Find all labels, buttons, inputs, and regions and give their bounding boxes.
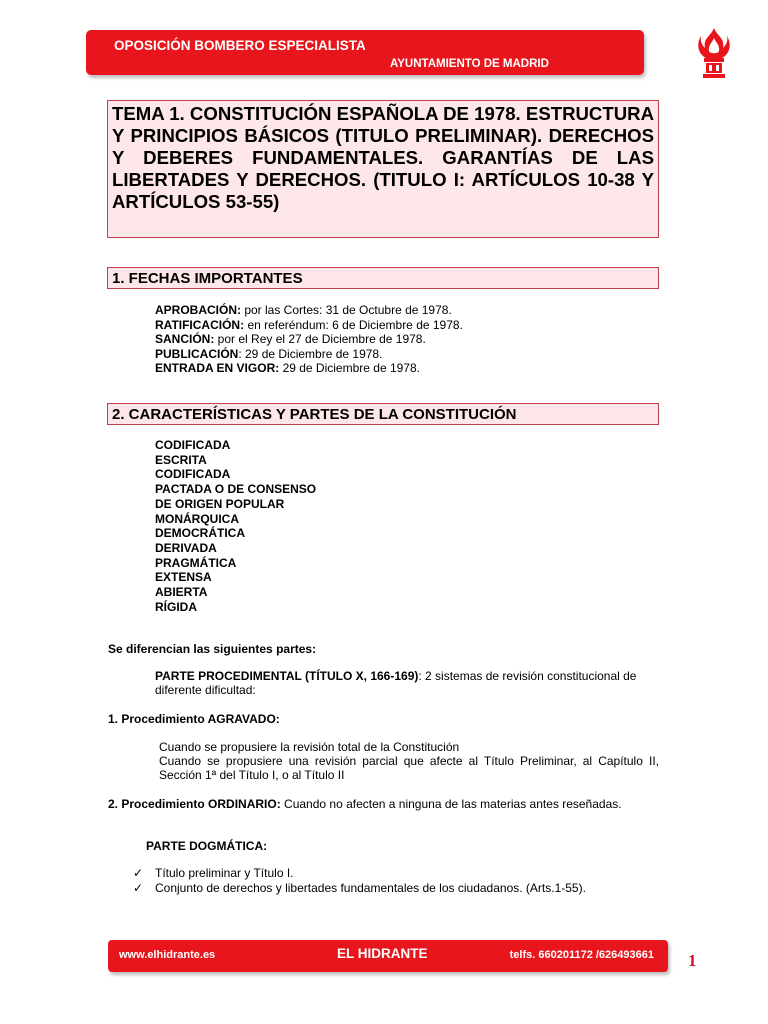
- section-heading-caracteristicas: 2. CARACTERÍSTICAS Y PARTES DE LA CONSTITUCIÓN: [107, 403, 659, 425]
- fire-logo-icon: [694, 26, 734, 82]
- topic-title-box: [107, 100, 659, 238]
- footer-phones: telfs. 660201172 /626493661: [509, 949, 654, 961]
- agravado-heading: 1. Procedimiento AGRAVADO:: [108, 712, 280, 726]
- dogmatica-list: [133, 866, 586, 895]
- list-item: DEMOCRÁTICA: [155, 526, 245, 541]
- footer-website-link[interactable]: www.elhidrante.es: [119, 949, 216, 961]
- list-item: MONÁRQUICA: [155, 511, 239, 526]
- list-item: SANCIÓN: por el Rey el 27 de Diciembre de 1978.: [155, 332, 426, 347]
- agravado-line-1: Cuando se propusiere la revisión total de la Constitución: [159, 740, 460, 754]
- list-item: PACTADA O DE CONSENSO: [155, 482, 317, 497]
- section-heading-fechas: 1. FECHAS IMPORTANTES: [107, 267, 659, 289]
- agravado-line-2: Cuando se propusiere una revisión parcial que afecte al Título Preliminar, al Capítulo II, Sección 1ª del Título I, o al Título II: [159, 754, 659, 782]
- topic-title: TEMA 1. CONSTITUCIÓN ESPAÑOLA DE 1978. ESTRUCTURA Y PRINCIPIOS BÁSICOS (TITULO PRELIMINAR). DERECHOS Y DEBERES FUNDAMENTALES. GARANTÍAS DE LAS LIBERTADES Y DERECHOS. (TITULO I: ARTÍCULOS 10-38 Y ARTÍCULOS 53-55): [112, 103, 654, 212]
- checkmark-icon: ✓: [133, 866, 144, 880]
- footer-brand: EL HIDRANTE: [337, 946, 428, 961]
- list-item: EXTENSA: [155, 570, 212, 585]
- dates-list: [155, 303, 463, 376]
- list-item: ✓ Título preliminar y Título I.: [133, 866, 294, 880]
- list-item: ✓ Conjunto de derechos y libertades fundamentales de los ciudadanos. (Arts.1-55).: [133, 880, 586, 895]
- list-item: RÍGIDA: [155, 599, 197, 614]
- list-item: DERIVADA: [155, 540, 217, 555]
- list-item: CODIFICADA: [155, 467, 231, 482]
- list-item: CODIFICADA: [155, 438, 231, 452]
- list-item: DE ORIGEN POPULAR: [155, 496, 285, 511]
- dogmatica-heading: PARTE DOGMÁTICA:: [146, 839, 268, 853]
- ordinario-paragraph: 2. Procedimiento ORDINARIO: Cuando no afecten a ninguna de las materias antes reseñadas.: [108, 797, 622, 811]
- list-item: PUBLICACIÓN: 29 de Diciembre de 1978.: [155, 346, 383, 361]
- characteristics-list: [155, 438, 316, 614]
- list-item: ABIERTA: [155, 585, 208, 600]
- list-item: APROBACIÓN: por las Cortes: 31 de Octubre de 1978.: [155, 303, 452, 317]
- footer-banner: [108, 940, 668, 972]
- header-subtitle: AYUNTAMIENTO DE MADRID: [390, 58, 549, 70]
- list-item: PRAGMÁTICA: [155, 555, 237, 570]
- parts-intro: Se diferencian las siguientes partes:: [108, 642, 317, 656]
- list-item: RATIFICACIÓN: en referéndum: 6 de Diciembre de 1978.: [155, 317, 463, 332]
- header-banner: [86, 30, 644, 75]
- list-item: ESCRITA: [155, 452, 207, 467]
- page-number: 1: [688, 951, 697, 970]
- header-title: OPOSICIÓN BOMBERO ESPECIALISTA: [114, 38, 366, 53]
- list-item: ENTRADA EN VIGOR: 29 de Diciembre de 1978.: [155, 361, 420, 376]
- checkmark-icon: ✓: [133, 880, 144, 895]
- procedimental-paragraph: PARTE PROCEDIMENTAL (TÍTULO X, 166-169): 2 sistemas de revisión constitucional de diferente dificultad:: [155, 669, 637, 697]
